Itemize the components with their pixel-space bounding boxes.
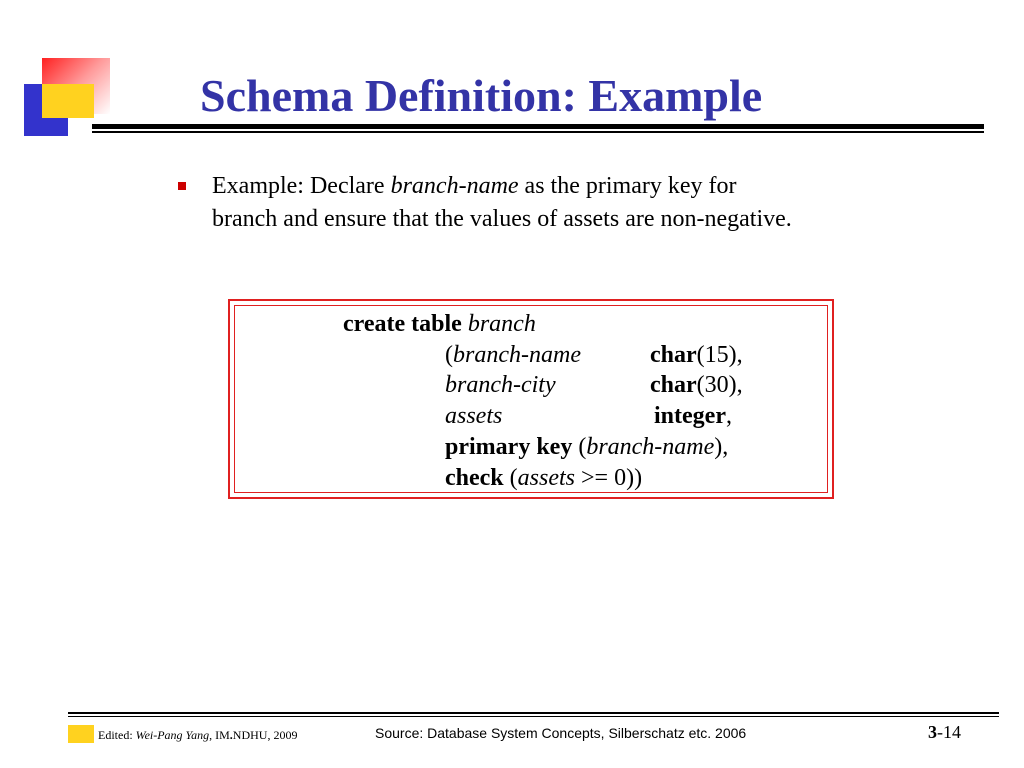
footer-divider-thin	[68, 716, 999, 717]
check-condition: >= 0))	[575, 465, 643, 491]
bullet-text-italic: branch-name	[390, 173, 519, 199]
code-line-check	[445, 463, 642, 493]
type-comma: ,	[725, 403, 732, 429]
footer-edited-credit	[98, 728, 297, 742]
type-size: (30),	[696, 372, 743, 398]
bullet-text-part3: as the primary key for	[518, 173, 737, 199]
pk-column: branch-name	[586, 434, 715, 460]
slide-title: Schema Definition: Example	[200, 70, 763, 121]
close-paren: ),	[714, 434, 729, 460]
open-paren: (	[445, 342, 453, 368]
check-column: assets	[517, 465, 575, 491]
table-name: branch	[467, 311, 536, 337]
bullet-text-part1: Example: Declare	[212, 173, 391, 199]
type-char: char	[650, 372, 697, 398]
type-integer: integer	[654, 403, 726, 429]
slide-page-number	[928, 722, 961, 742]
chapter-number: 3	[928, 722, 937, 742]
bullet-text	[212, 170, 932, 236]
title-divider-thick	[92, 124, 984, 129]
type-size: (15),	[696, 342, 743, 368]
open-paren: (	[572, 434, 587, 460]
footer-source: Source: Database System Concepts, Silberschatz etc. 2006	[375, 725, 747, 741]
code-line-assets	[445, 401, 502, 431]
page-number: -14	[937, 722, 961, 742]
column-branch-name: branch-name	[453, 342, 581, 368]
footer-yellow-square	[68, 725, 94, 743]
open-paren: (	[503, 465, 518, 491]
keyword-check: check	[445, 465, 504, 491]
code-type-branch-city	[650, 370, 743, 400]
code-line-branch-name	[445, 340, 581, 370]
code-line-create-table	[343, 309, 536, 339]
editor-org-prefix: , IM	[209, 728, 230, 742]
column-branch-city: branch-city	[445, 372, 556, 398]
keyword-create-table: create table	[343, 311, 462, 337]
bullet-square-icon	[178, 182, 186, 190]
editor-org-rest: NDHU, 2009	[232, 728, 298, 742]
editor-name: Wei-Pang Yang	[135, 728, 210, 742]
logo-yellow-square	[42, 84, 94, 118]
code-type-branch-name	[650, 340, 743, 370]
editor-org-dot: .	[229, 728, 233, 742]
code-line-branch-city	[445, 370, 556, 400]
edited-label: Edited:	[98, 728, 136, 742]
code-type-assets	[654, 401, 732, 431]
type-char: char	[650, 342, 697, 368]
keyword-primary-key: primary key	[445, 434, 573, 460]
title-divider-thin	[92, 131, 984, 133]
footer-divider-thick	[68, 712, 999, 714]
bullet-text-line2: branch and ensure that the values of assets are non-negative.	[212, 206, 792, 232]
column-assets: assets	[445, 403, 503, 429]
code-line-primary-key	[445, 432, 728, 462]
